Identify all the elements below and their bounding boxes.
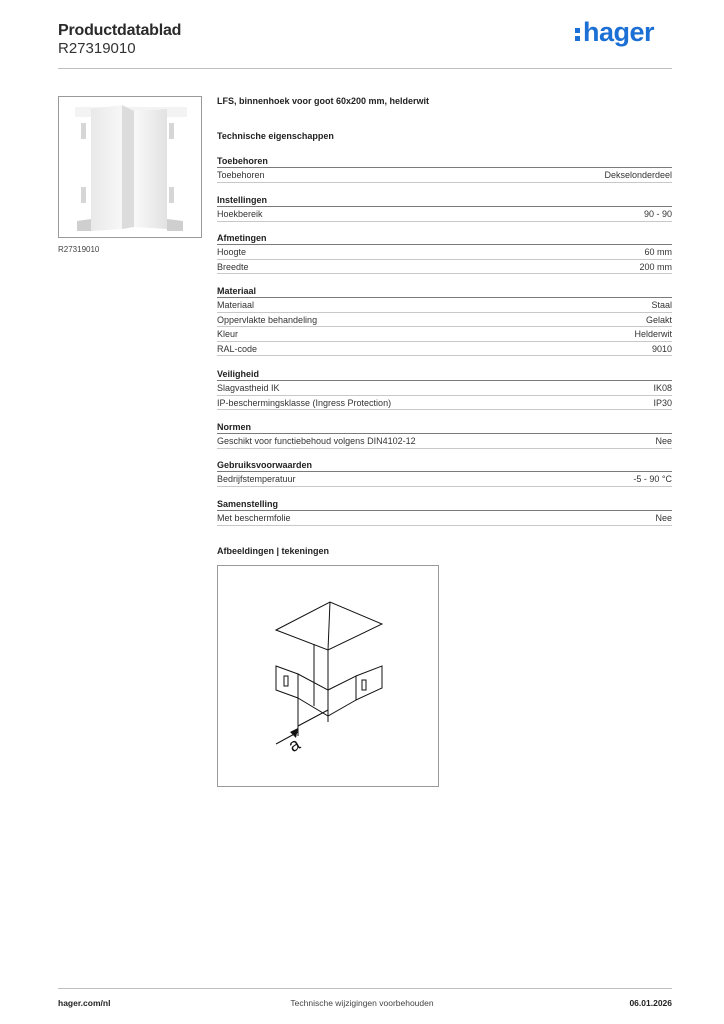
row-label: Kleur xyxy=(217,329,239,339)
row-value: -5 - 90 °C xyxy=(633,474,672,484)
section-title: Samenstelling xyxy=(217,498,672,511)
row-label: Toebehoren xyxy=(217,170,265,180)
row-value: 200 mm xyxy=(639,261,672,272)
row-label: Materiaal xyxy=(217,300,255,310)
row-label: Slagvastheid IK xyxy=(217,383,280,393)
table-row xyxy=(217,381,672,396)
section-toebehoren xyxy=(217,155,672,183)
section-title: Veiligheid xyxy=(217,368,672,381)
dimension-label: a xyxy=(284,733,304,756)
table-row xyxy=(217,434,672,449)
footer-notice: Technische wijzigingen voorbehouden xyxy=(290,998,434,1008)
table-row xyxy=(217,511,672,526)
table-row xyxy=(217,327,672,342)
logo-dots-icon xyxy=(575,21,581,43)
images-heading: Afbeeldingen | tekeningen xyxy=(217,546,330,556)
section-veiligheid xyxy=(217,368,672,410)
footer-date: 06.01.2026 xyxy=(629,998,672,1008)
table-row xyxy=(217,168,672,183)
row-label: Breedte xyxy=(217,261,249,272)
row-value: Dekselonderdeel xyxy=(604,170,672,180)
section-normen xyxy=(217,421,672,449)
section-samenstelling xyxy=(217,498,672,526)
section-title: Instellingen xyxy=(217,194,672,207)
section-afmetingen xyxy=(217,232,672,274)
section-materiaal xyxy=(217,285,672,356)
brand-logo xyxy=(575,17,654,48)
row-label: Bedrijfstemperatuur xyxy=(217,474,296,484)
row-value: Staal xyxy=(651,300,672,310)
section-title: Afmetingen xyxy=(217,232,672,245)
footer-divider xyxy=(58,988,672,989)
product-image-icon xyxy=(59,97,201,237)
section-title: Materiaal xyxy=(217,285,672,298)
table-row xyxy=(217,245,672,260)
table-row xyxy=(217,396,672,411)
table-row xyxy=(217,342,672,357)
table-row xyxy=(217,313,672,328)
section-instellingen xyxy=(217,194,672,222)
row-value: 90 - 90 xyxy=(643,209,672,219)
technical-properties-heading: Technische eigenschappen xyxy=(217,131,334,141)
row-label: Hoekbereik xyxy=(217,209,263,219)
row-value: 60 mm xyxy=(644,247,672,257)
row-label: Hoogte xyxy=(217,247,247,257)
row-value: 9010 xyxy=(651,343,672,354)
table-row xyxy=(217,298,672,313)
section-gebruiksvoorwaarden xyxy=(217,459,672,487)
row-label: Oppervlakte behandeling xyxy=(217,314,318,325)
table-row xyxy=(217,207,672,222)
row-label: Met beschermfolie xyxy=(217,513,291,523)
row-label: RAL-code xyxy=(217,343,258,354)
inner-corner-drawing-icon xyxy=(218,566,438,786)
product-code: R27319010 xyxy=(58,40,136,57)
footer-website-link[interactable]: hager.com/nl xyxy=(58,998,111,1008)
table-row xyxy=(217,472,672,487)
section-title: Normen xyxy=(217,421,672,434)
row-value: Helderwit xyxy=(634,329,672,339)
section-title: Toebehoren xyxy=(217,155,672,168)
row-value: Nee xyxy=(655,513,672,523)
section-title: Gebruiksvoorwaarden xyxy=(217,459,672,472)
row-label: Geschikt voor functiebehoud volgens DIN4102-12 xyxy=(217,436,416,446)
header-divider xyxy=(58,68,672,69)
product-photo xyxy=(58,96,202,238)
brand-name: hager xyxy=(582,17,654,47)
photo-caption: R27319010 xyxy=(58,245,100,254)
table-row xyxy=(217,260,672,275)
row-value: Nee xyxy=(655,436,672,446)
row-label: IP-beschermingsklasse (Ingress Protection) xyxy=(217,397,392,408)
product-title: LFS, binnenhoek voor goot 60x200 mm, helderwit xyxy=(217,96,430,106)
row-value: IP30 xyxy=(653,397,672,408)
technical-drawing xyxy=(217,565,439,787)
row-value: IK08 xyxy=(653,383,672,393)
row-value: Gelakt xyxy=(645,314,672,325)
page-title: Productdatablad xyxy=(58,22,182,39)
